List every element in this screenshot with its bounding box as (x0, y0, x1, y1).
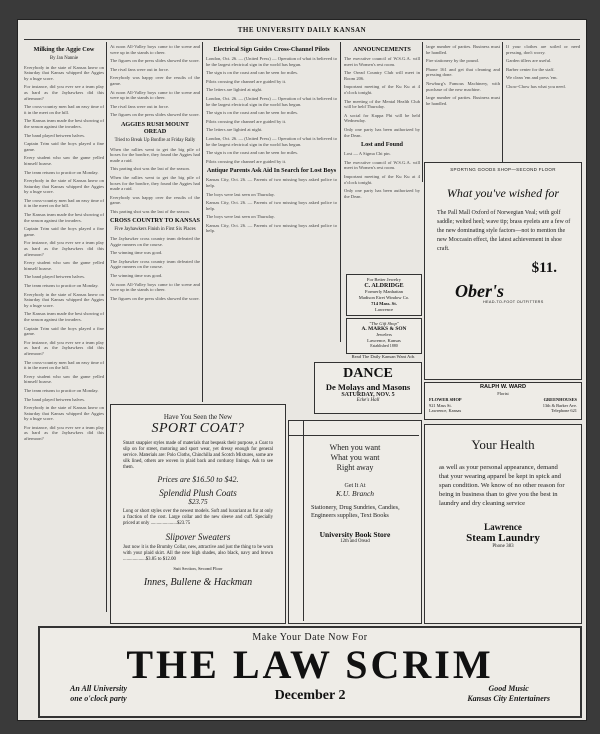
paragraph: This parting shot was the last of the season. (110, 208, 190, 214)
ad-phone: Phone 383 (492, 544, 514, 549)
ad-prices: Prices are $16.50 to $42. (157, 475, 239, 484)
paragraph: Phone 161 and get that cleaning and pressing done. (426, 66, 500, 78)
ad-slipover-title: Slipover Sweaters (165, 532, 231, 542)
ad-line: Lawrence, Kansas (429, 408, 462, 414)
column-headline: Electrical Sign Guides Cross-Channel Pilots (213, 46, 330, 53)
ad-name: University Book Store (319, 530, 391, 539)
ad-line: Madison Eiret Window Co. (358, 295, 410, 300)
paragraph: The cross-country men had an easy time of it in the meet on the hill. (24, 197, 104, 209)
ad-place: Ecke's Hall (356, 398, 380, 403)
paragraph: Kansas City, Oct. 26. — Parents of two missing boys asked police to help. (206, 177, 337, 188)
column-rule (340, 42, 341, 342)
paragraph: Kansas City, Oct. 26. — Parents of two missing boys asked police to help. (206, 222, 337, 234)
banner-title: THE LAW SCRIM (126, 642, 494, 687)
paragraph: The executive council of W.S.G.A. will meet in Women's rest room. (344, 56, 420, 67)
paragraph: Chow-Chow has what you need. (506, 83, 566, 89)
paragraph: For instance, did you ever see a team play as hard as the Jayhawkers did this afternoon? (24, 424, 104, 442)
column-rule (502, 42, 503, 182)
paragraph: London, Oct. 26. — (United Press) — Operation of what is believed to be the largest electrical sign in the world has begun. (206, 56, 337, 67)
paragraph: The meeting of the Mental Health Club will be held Thursday. (344, 98, 420, 110)
column-rule (422, 42, 423, 182)
ad-signature: Innes, Bullene & Hackman (143, 577, 253, 588)
paragraph: The cross-country men had an easy time of it in the meet on the hill. (24, 104, 104, 115)
ad-line: 13th & Barker Ave. (542, 402, 577, 408)
paragraph: Everybody was happy over the results of the game. (110, 75, 200, 86)
newspaper-page (18, 20, 586, 720)
ad-plush-title: Splendid Plush Coats (159, 488, 237, 498)
paragraph: Everybody was happy over the results of the game. (110, 194, 200, 206)
paragraph: The band played between halves. (24, 274, 86, 280)
column-3 (206, 44, 337, 340)
paragraph: If your clothes are soiled or need pressing, don't worry. (506, 44, 580, 55)
ad-headline: Your Health (471, 437, 535, 452)
paragraph: A social for Kappa Phi will be held Wednesday. (344, 112, 420, 124)
paragraph: The boys were last seen on Thursday. (206, 191, 275, 197)
ad-topline: SPORTING GOODS SHOP—SECOND FLOOR (450, 167, 556, 172)
paragraph: Important meeting of the Ku Ku at 4 o'clock tonight. (344, 84, 420, 95)
paragraph: The sign is on the coast and can be seen for miles. (206, 70, 299, 76)
ad-plush-body: Long or short styles over the newest models. Soft and luxuriant as fur at only a fraction of the cost. Large collar and the new sleeve and cuff. Specially priced at only ......................$23.75 (123, 509, 273, 526)
column-6 (506, 44, 580, 160)
ad-name: A. MARKS & SON (361, 325, 407, 332)
column-headline: ANNOUNCEMENTS (353, 46, 411, 53)
byline: By Jan Nannie (49, 56, 79, 61)
paragraph: London, Oct. 26. — (United Press) — Operation of what is believed to be the largest electrical sign in the world has begun. (206, 95, 337, 107)
banner-line: Good Music (488, 684, 529, 693)
paragraph: The boys were last seen on Thursday. (206, 214, 275, 220)
ad-body: as well as your personal appearance, demand that your wearing apparel be kept in spick and span condition. We know of no other reason for being in business than to give you the best in laundry and dry cleaning service (439, 464, 565, 507)
column-rule (202, 42, 203, 402)
ad-name: C. ALDRIDGE (364, 283, 404, 289)
paragraph: The rival fans were out in force. (110, 103, 170, 109)
column-2 (110, 44, 200, 400)
paragraph: Every student who saw the game yelled himself hoarse. (24, 260, 104, 271)
column-headline: Milking the Aggie Cow (33, 46, 95, 53)
ad-tagline: HEAD-TO-FOOT OUTFITTERS (483, 300, 544, 304)
paragraph: At noon All-Valley boys came to the scene and were up in the stands to cheer. (110, 44, 200, 55)
ad-line: FLOWER SHOP (429, 397, 462, 402)
steam-laundry-ad (424, 424, 582, 624)
aldridge-jeweler-ad (346, 274, 422, 316)
column-4 (344, 44, 420, 270)
ad-line: Have You Seen the New (163, 413, 233, 421)
subheadline: Tried to Break Up Bonfire at Friday Rally (114, 137, 196, 143)
banner-line: one o'clock party (70, 694, 127, 703)
ad-address: 12th and Oread (340, 539, 370, 544)
paragraph: The team returns to practice on Monday. (24, 283, 99, 288)
ad-plush-price: $23.75 (188, 498, 208, 506)
banner-top: Make Your Date Now For (252, 632, 368, 643)
ad-line: Right away (336, 463, 374, 472)
subheadline: Five Jayhawkers Finish in First Six Places (114, 227, 196, 233)
column-5 (426, 44, 500, 160)
paragraph: The letters are lighted at night. (206, 127, 263, 133)
ad-headline: What you've wished for (446, 186, 560, 200)
decor-rule (289, 435, 419, 436)
ad-city: Lawrence (374, 307, 394, 312)
ad-price: $11. (531, 260, 557, 276)
ad-name: RALPH W. WARD (480, 384, 526, 390)
ad-slipover-body: Just now it is the Brumby Collar, new, attractive and just the thing to be worn with your plaid skirt. All the new high shades, also black, navy and brown ...................$3.85 to $12.00 (123, 545, 273, 562)
obers-shoe-ad (424, 162, 582, 380)
paragraph: The winning time was good. (110, 250, 163, 256)
paragraph: When the rallies went to get the big pile of boxes for the bonfire, they found the Aggies had made a raid. (110, 146, 200, 163)
paragraph: Important meeting of the Ku Ku at 4 o'clock tonight. (344, 173, 420, 185)
ad-headline: SPORT COAT? (151, 421, 245, 436)
paragraph: Pilots crossing the channel are guided by it. (206, 78, 287, 84)
paragraph: Pilots crossing the channel are guided by it. (206, 118, 287, 124)
paragraph: When the rallies went to get the big pile of boxes for the bonfire, they found the Aggies had made a raid. (110, 174, 200, 192)
ad-line: Jewelers (376, 332, 392, 338)
ad-line: Telephone 621 (551, 408, 577, 414)
ad-greenhouse-block (543, 397, 577, 414)
paragraph: The executive council of W.S.G.A. will meet in Women's rest room. (344, 159, 420, 171)
paragraph: The team returns to practice on Monday. (24, 387, 99, 393)
paragraph: large number of parties. Business must be handled. (426, 44, 500, 55)
marks-gift-shop-ad (346, 318, 422, 354)
decor-rule (303, 421, 304, 621)
ad-sub: De Molays and Masons (325, 382, 411, 392)
paragraph: The band played between halves. (24, 396, 86, 402)
banner-line: An All University (70, 684, 128, 693)
paragraph: The figures on the press slides showed the score. (110, 58, 200, 64)
ad-line: When you want (329, 443, 381, 452)
column-headline: Lost and Found (361, 141, 403, 149)
column-headline: AGGIES RUSH MOUNT OREAD (120, 120, 190, 135)
ad-line: Formerly Manhattan (365, 289, 403, 294)
ad-brand: Ober's (455, 281, 504, 301)
paragraph: Everybody in the state of Kansas knew on Saturday that Kansas whipped the Aggies by a huge score. (24, 178, 104, 195)
ad-department: Suit Section, Second Floor (173, 566, 223, 571)
ad-body: Smart snappier styles made of materials that bespeak their purpose, a Coat to slip on for street, motoring and sport wear, yet dressy enough for general service. Materials are: Polo Cloths, Chinchilla and Scotch Mixtures, some are silk lined, others are woven in plaid back and corduroy linings. Ask to see them. (123, 441, 273, 470)
paragraph: The winning time was good. (110, 273, 163, 279)
paragraph: The Jayhawker cross country team defeated the Aggie runners on the course. (110, 236, 200, 247)
paragraph: Fire stationery by the pound. (426, 58, 479, 64)
ad-body: The Pall Mall Oxford of Norwegian Veal; with golf saddle; welted heel; wave tip; brass eyelets are a few of the new dominating style factors—not to mention the new Moccasin effect, the latest achievement in shoe craft. (437, 210, 571, 252)
ad-name: Steam Laundry (466, 532, 540, 544)
paragraph: The Jayhawker cross country team defeated the Aggie runners on the course. (110, 258, 200, 270)
paragraph: The band played between halves. (24, 132, 86, 138)
ad-role: Florist (497, 390, 509, 396)
ad-established: Established 1880 (370, 343, 398, 349)
ad-line: GREENHOUSES (543, 397, 577, 402)
paragraph: Everybody in the state of Kansas knew on Saturday that Kansas whipped the Aggies by a huge score. (24, 64, 104, 81)
paragraph: The sign is on the coast and can be seen for miles. (206, 110, 299, 116)
paragraph: Kansas City, Oct. 26. — Parents of two missing boys asked police to help. (206, 200, 337, 211)
ad-date: SATURDAY, NOV. 5 (341, 392, 395, 398)
paragraph: For instance, did you ever see a team play as hard as the Jayhawkers did this afternoon? (24, 339, 104, 356)
ad-line: What you want (330, 453, 380, 462)
paragraph: Everybody in the state of Kansas knew on Saturday that Kansas whipped the Aggies by a huge score. (24, 291, 104, 308)
paragraph: The Oread Country Club will meet in Room 206. (344, 70, 420, 81)
paragraph: At noon All-Valley boys came to the scene and were up in the stands to cheer. (110, 89, 200, 101)
column-rule (106, 42, 107, 612)
ad-line: 921 Mass St. (429, 402, 452, 408)
ad-city: Lawrence, Kansas (367, 337, 401, 343)
paragraph: For instance, did you ever see a team play as hard as the Jayhawkers did this afternoon? (24, 84, 104, 101)
paragraph: Captain Trim said the boys played a fine game. (24, 226, 104, 237)
paragraph: The Kansas team made the best showing of the season against the invaders. (24, 118, 104, 129)
ad-line: K.U. Branch (335, 489, 375, 498)
paragraph: Every student who saw the game yelled himself hoarse. (24, 373, 104, 385)
banner-right-block (467, 684, 550, 704)
ad-line: For Better Jewelry (366, 277, 402, 282)
paragraph: At noon All-Valley boys came to the scene and were up in the stands to cheer. (110, 281, 200, 293)
paragraph: Every student who saw the game yelled himself hoarse. (24, 155, 104, 166)
paragraph: The letters are lighted at night. (206, 87, 263, 93)
paragraph: The figures on the press slides showed the score. (110, 295, 200, 301)
ad-line: Get It At (344, 483, 366, 489)
paragraph: Captain Trim said the boys played a fine game. (24, 325, 104, 337)
paragraph: London, Oct. 26. — (United Press) — Operation of what is believed to be the largest electrical sign in the world has begun. (206, 135, 337, 147)
ad-shop-block (429, 397, 462, 414)
column-headline: CROSS COUNTRY TO KANSAS (110, 217, 200, 225)
ad-address: 714 Mass. St. (371, 301, 397, 306)
paragraph: Everybody in the state of Kansas knew on Saturday that Kansas whipped the Aggies by a huge score. (24, 405, 104, 422)
column-headline: Antique Parents Ask Aid In Search for Lost Boys (206, 167, 337, 175)
paragraph: Pilots crossing the channel are guided by it. (206, 158, 287, 164)
paragraph: We clean 'em and press 'em. (506, 75, 558, 81)
paragraph: Only one party has been authorized by the Dean. (344, 188, 420, 199)
ad-line: "The Gift Shop" (369, 321, 399, 326)
paragraph: Garden tillers are useful. (506, 58, 552, 64)
sport-coat-ad (110, 404, 286, 624)
banner-line: Kansas City Entertainers (467, 694, 550, 703)
paragraph: This parting shot was the last of the season. (110, 166, 190, 172)
paragraph: large number of parties. Business must be handled. (426, 95, 500, 106)
column-1 (24, 44, 104, 610)
paragraph: Newburg's Famous Machinery, with purchase of the new machine. (426, 80, 500, 92)
ad-body: Stationery, Drug Sundries, Candies, Engineers supplies, Text Books (311, 504, 400, 519)
ad-title: DANCE (343, 366, 393, 381)
law-scrim-banner (38, 626, 582, 718)
banner-date: December 2 (274, 688, 346, 703)
paragraph: The cross-country men had an easy time of it in the meet on the hill. (24, 359, 104, 371)
paragraph: The figures on the press slides showed the score. (110, 112, 200, 118)
ward-florist-ad (424, 382, 582, 420)
paragraph: The rival fans were out in force. (110, 66, 170, 72)
dance-ad (314, 362, 422, 414)
paragraph: For instance, did you ever see a team play as hard as the Jayhawkers did this afternoon? (24, 240, 104, 257)
paragraph: The team returns to practice on Monday. (24, 169, 99, 175)
paragraph: Only one party has been authorized by the Dean. (344, 126, 420, 138)
ad-name: Lawrence (484, 522, 522, 532)
paragraph: Captain Trim said the boys played a fine game. (24, 141, 104, 152)
paragraph: The Kansas team made the best showing of the season against the invaders. (24, 212, 104, 223)
paragraph: The Kansas team made the best showing of the season against the invaders. (24, 311, 104, 322)
masthead: THE UNIVERSITY DAILY KANSAN (237, 26, 367, 34)
paragraph: The sign is on the coast and can be seen for miles. (206, 150, 299, 156)
kansan-ad: Read The Daily Kansan Want Ads (351, 354, 415, 359)
paragraph: Barber center for the staff. (506, 66, 555, 72)
paragraph: Lost — A Sigma Chi pin. (344, 151, 391, 157)
university-book-store-ad (288, 420, 422, 624)
masthead-rule (24, 39, 580, 40)
